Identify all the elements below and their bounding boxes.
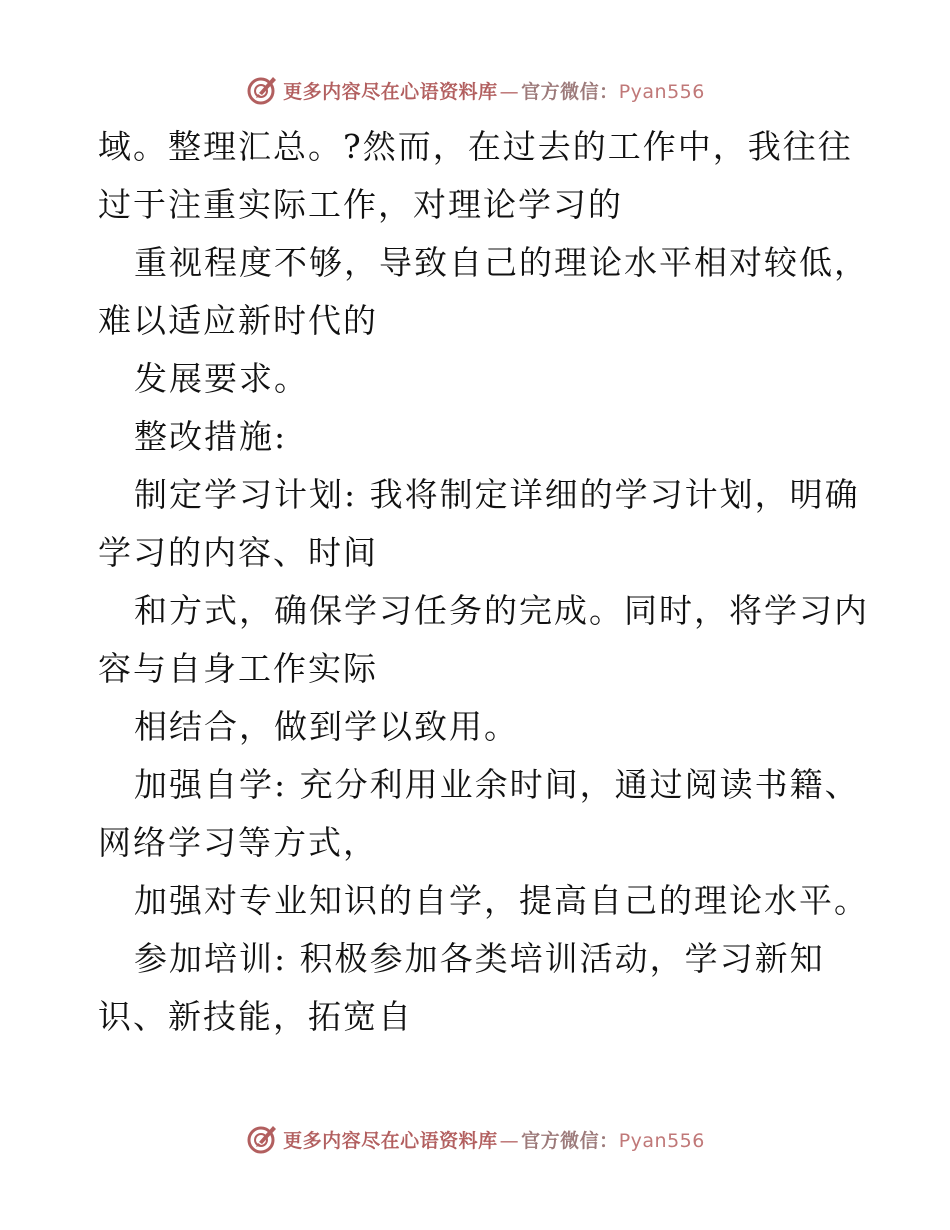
paragraph-line: 识、新技能，拓宽自 [98, 997, 413, 1036]
paragraph-line: 制定学习计划: 我将制定详细的学习计划，明确 [134, 475, 860, 514]
watermark-separator: — [499, 1129, 520, 1152]
pen-seal-logo-icon [245, 74, 277, 106]
paragraph-line: 相结合，做到学以致用。 [134, 707, 519, 746]
paragraph-line: 难以适应新时代的 [98, 301, 378, 340]
watermark-site: 更多内容尽在心语资料库 [283, 1129, 498, 1152]
paragraph-line: 重视程度不够，导致自己的理论水平相对较低， [134, 243, 869, 282]
paragraph-line: 容与自身工作实际 [98, 649, 378, 688]
paragraph-line: 整改措施: [134, 417, 288, 456]
watermark-separator: — [499, 80, 520, 103]
watermark-label: 官方微信： [521, 1129, 619, 1152]
watermark-wechat-id: Pyan556 [618, 80, 705, 103]
paragraph-line: 和方式，确保学习任务的完成。同时，将学习内 [134, 591, 869, 630]
watermark-site: 更多内容尽在心语资料库 [283, 80, 498, 103]
document-body [98, 118, 869, 1046]
paragraph-line: 加强对专业知识的自学，提高自己的理论水平。 [134, 881, 869, 920]
paragraph-line: 参加培训: 积极参加各类培训活动，学习新知 [134, 939, 825, 978]
footer-watermark [0, 1119, 950, 1159]
paragraph-line: 过于注重实际工作，对理论学习的 [98, 185, 623, 224]
watermark-wechat-id: Pyan556 [618, 1129, 705, 1152]
watermark-text [283, 77, 705, 104]
paragraph-line: 网络学习等方式， [98, 823, 378, 862]
paragraph-line: 域。整理汇总。?然而，在过去的工作中，我往往 [98, 127, 853, 166]
watermark-label: 官方微信： [521, 80, 619, 103]
header-watermark [0, 70, 950, 110]
watermark-text [283, 1126, 705, 1153]
paragraph-line: 学习的内容、时间 [98, 533, 378, 572]
pen-seal-logo-icon [245, 1123, 277, 1155]
paragraph-line: 发展要求。 [134, 359, 309, 398]
paragraph-line: 加强自学: 充分利用业余时间，通过阅读书籍、 [134, 765, 860, 804]
